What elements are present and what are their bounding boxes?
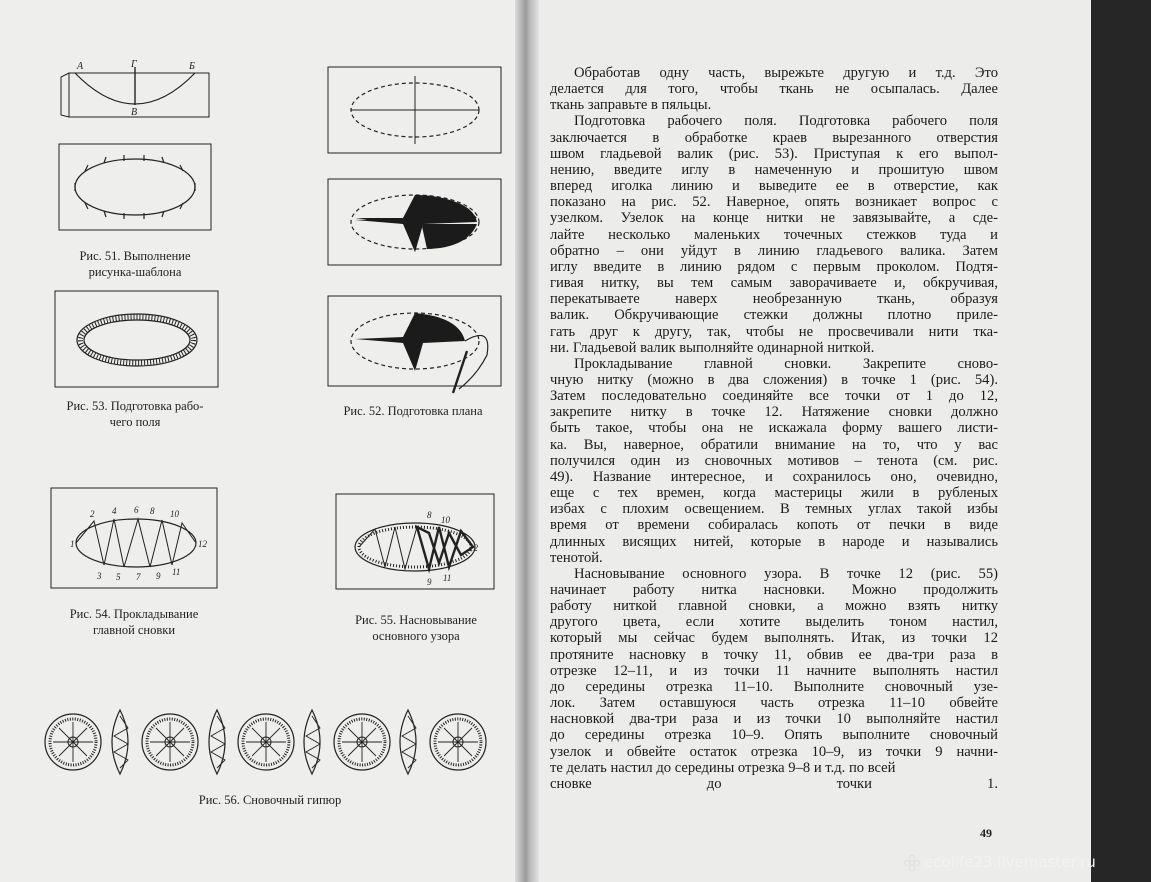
text-line: отрезке 12–11, и из точки 11 начните выполнять настил [550, 662, 998, 679]
text-line: швом гладьевой валик (рис. 53). Приступая к его выпол- [550, 145, 998, 162]
text-line: Прокладывание главной сновки. Закрепите сново- [574, 355, 998, 372]
text-line: получился один из сновочных мотивов – тенота (см. рис. [550, 452, 998, 469]
svg-text:6: 6 [134, 505, 139, 515]
text-line: закрепите нитку в точке 12. Натяжение сновки должно [550, 404, 998, 421]
text-line: протяните насновку в точку 11, обвив ее два-три раза в [550, 646, 998, 663]
text-line: ни. Гладьевой валик выполняйте одинарной ниткой. [550, 339, 875, 356]
fig51-label-b: Б [189, 61, 195, 72]
text-line: Затем последовательно соединяйте все точки от 1 до 12, [550, 388, 998, 405]
fig51-label-v: В [131, 107, 138, 118]
svg-text:5: 5 [116, 572, 121, 582]
fig55-caption: Рис. 55. Насновывание основного узора [355, 613, 477, 643]
fig54-caption: Рис. 54. Прокладывание главной сновки [69, 607, 199, 637]
text-line: который мы сейчас будем выполнять. Итак, из точки 12 [550, 630, 998, 647]
fig51-oval-drawing [58, 143, 213, 233]
text-line: другого цвета, если хотите выделить тоном настил, [550, 614, 998, 631]
motif-circle [238, 714, 294, 770]
svg-text:12: 12 [469, 543, 478, 553]
text-line: нению, введите иглу в намеченную и прошитую швом [550, 161, 998, 178]
text-line: обратно – они уйдут в линию гладьевого валика. Затем [550, 242, 998, 259]
text-line: Подготовка рабочего поля. Подготовка рабочего поля [574, 113, 998, 130]
motif-circle [334, 714, 390, 770]
svg-text:1: 1 [70, 539, 75, 549]
text-line: до середины отрезка 10–9. Опять выполните сновочный [550, 727, 998, 744]
text-line: ткань заправьте в пяльцы. [550, 97, 712, 114]
svg-text:8: 8 [150, 506, 155, 516]
fig56-guipure-row [40, 705, 500, 780]
text-line: лок. Затем оставшуюся часть отрезка 11–10 обвейте [550, 695, 998, 712]
text-line: начинает работу нитка насновки. Можно продолжить [550, 582, 998, 598]
text-line: еще с тех времен, когда мастерицы жили в рубленых [550, 485, 998, 502]
text-line: иглу введите в линию рядом с первым проколом. Подтя- [550, 258, 998, 275]
svg-text:9: 9 [156, 571, 161, 581]
text-line: гивая нитку, вы тем самым заворачиваете и, обкручивая, [550, 275, 998, 292]
text-line: работу ниткой главной сновки, а можно взять нитку [550, 598, 998, 615]
svg-text:2: 2 [90, 509, 95, 519]
fig51-label-a: А [77, 61, 84, 72]
page-number: 49 [980, 826, 992, 840]
text-line: заключается в обработке краев вырезанного отверстия [550, 129, 998, 146]
motif-circle [142, 714, 198, 770]
motif-leaf [304, 710, 320, 774]
motif-leaf [400, 710, 416, 774]
watermark-text: ecolife23.livemaster.ru [924, 853, 1096, 871]
svg-text:8: 8 [427, 510, 432, 520]
text-line: ка. Вы, наверное, обратили внимание на то, что у вас [550, 436, 998, 453]
text-line: тенотой. [550, 549, 603, 566]
svg-text:7: 7 [136, 572, 141, 582]
text-line: избах с плохим освещением. В темных углах такой избы [550, 501, 998, 518]
svg-text:9: 9 [427, 577, 432, 587]
fig52-dashed-oval [327, 66, 503, 156]
text-line: быть такое, чтобы она не искажала форму вашего листи- [550, 420, 998, 437]
svg-text:12: 12 [198, 539, 207, 549]
text-line: до середины отрезка 11–10. Выполните сновочный узе- [550, 678, 998, 695]
fig53-caption: Рис. 53. Подготовка рабо- чего поля [66, 399, 204, 429]
svg-text:11: 11 [443, 573, 452, 583]
fig51-caption: Рис. 51. Выполнение рисунка-шаблона [79, 249, 191, 279]
svg-text:10: 10 [441, 515, 450, 525]
motif-leaf [112, 710, 128, 774]
text-line: те делать настил до середины отрезка 9–8 и т.д. по всей [550, 759, 896, 776]
text-line: насновкой два-три раза и из точки 10 выполняйте настил [550, 711, 998, 728]
text-line: сновке до точки 1. [550, 775, 998, 792]
scan-background [1091, 0, 1151, 882]
svg-text:11: 11 [172, 567, 181, 577]
text-line: Насновывание основного узора. В точке 12 (рис. 55) [574, 565, 998, 582]
motif-leaf [209, 710, 225, 774]
text-line: валик. Обкручивающие стежки должны плотно приле- [550, 307, 998, 324]
book-gutter [515, 0, 539, 882]
fig53-roll-oval [54, 290, 220, 390]
fig52-filled-oval [327, 178, 503, 268]
svg-text:3: 3 [97, 571, 102, 581]
text-line: время от времени собиралась копоть от печки в виде [550, 517, 998, 534]
body-text [550, 65, 998, 792]
text-line: лайте несколько маленьких точечных стежков туда и [550, 226, 998, 243]
motif-circle [430, 714, 486, 770]
text-line: гать друг к другу, так, чтобы не просвечивали нити тка- [550, 323, 998, 340]
text-line: 49). Название интересное, и сохранилось оно, очевидно, [550, 468, 998, 485]
svg-text:4: 4 [112, 506, 117, 516]
text-line: вперед иголка линию и выведите ее в отверстие, как [550, 178, 998, 195]
text-line: делается для того, чтобы ткань не осыпалась. Далее [550, 81, 998, 98]
flower-icon [903, 854, 921, 872]
fig55-main-pattern [335, 493, 497, 593]
text-line: чную нитку (можно в два сложения) в точке 1 (рис. 54). [550, 371, 998, 388]
fig51-label-g: Г [131, 59, 137, 70]
text-line: узелок и обвейте остаток отрезка 10–9, из точки 9 начни- [550, 743, 998, 760]
motif-circle [45, 714, 101, 770]
fig56-caption: Рис. 56. Сновочный гипюр [198, 793, 342, 807]
svg-text:10: 10 [170, 509, 179, 519]
text-line: Обработав одну часть, вырежьте другую и т.д. Это [574, 65, 998, 81]
text-line: узелком. Узелок на конце нитки не завязывайте, а сде- [550, 210, 998, 227]
text-line: показано на рис. 52. Наверное, опять возникает вопрос с [550, 194, 998, 211]
fig51-template-drawing [55, 55, 215, 135]
text-line: длинных висящих нитей, которые в народе и назывались [550, 533, 998, 550]
fig54-main-snovka [50, 487, 220, 592]
fig52-needle-oval [327, 295, 503, 395]
text-line: перекатываете наверх необрезанную ткань, образуя [550, 291, 998, 308]
fig52-caption: Рис. 52. Подготовка плана [343, 404, 483, 418]
